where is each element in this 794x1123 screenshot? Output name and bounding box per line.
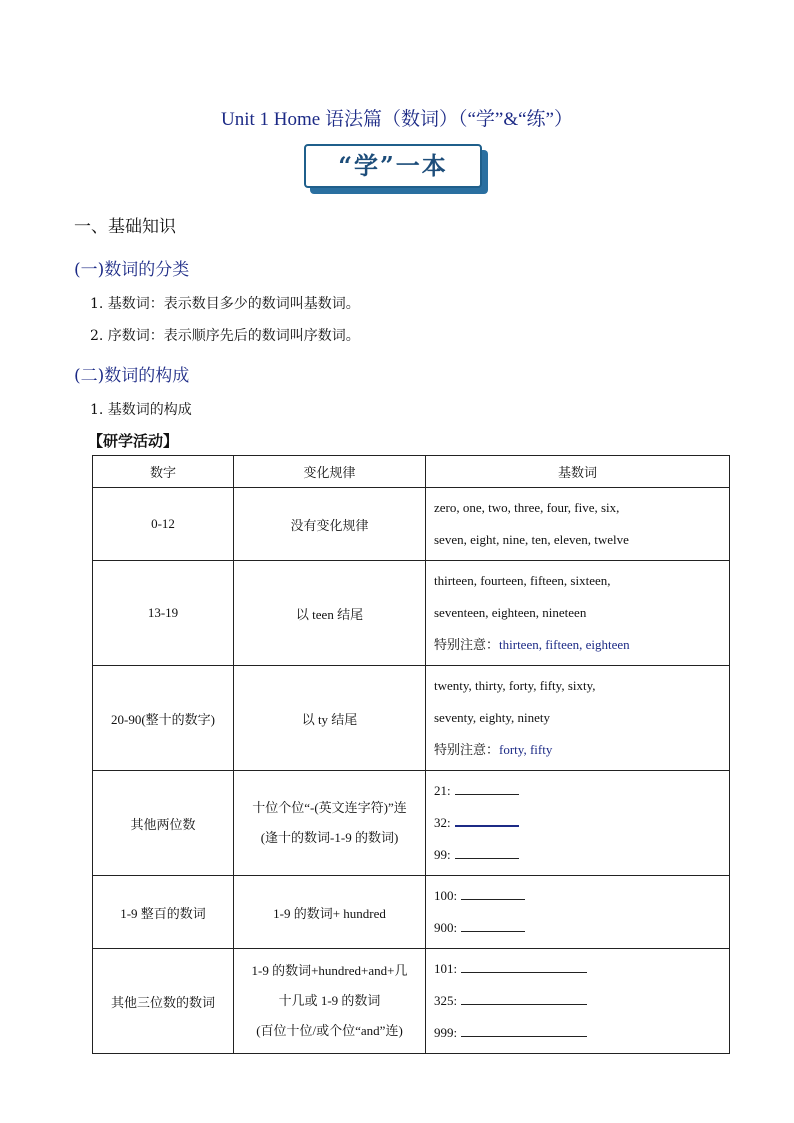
col-header: 基数词	[426, 456, 730, 488]
page-title: Unit 1 Home 语法篇（数词）（“学”&“练”）	[221, 109, 573, 130]
cell-number: 0-12	[93, 488, 234, 561]
blank-label: 100:	[434, 888, 458, 903]
answer-blank[interactable]	[455, 813, 519, 827]
section-heading: 一、基础知识	[74, 217, 176, 237]
cell-number: 其他三位数的数词	[93, 949, 234, 1054]
blank-label: 21:	[434, 783, 451, 798]
rule-line: 十几或 1-9 的数词	[278, 993, 381, 1008]
cell-words	[426, 561, 730, 666]
blank-line	[434, 839, 729, 871]
note-line	[434, 629, 729, 661]
note-line	[434, 734, 729, 766]
answer-blank[interactable]	[461, 960, 587, 973]
blank-line	[434, 1017, 729, 1049]
learn-badge	[304, 144, 490, 196]
cell-blanks	[426, 771, 730, 876]
blank-line	[434, 912, 729, 944]
cell-blanks	[426, 876, 730, 949]
rule-line: (百位十位/或个位“and”连)	[256, 1023, 403, 1038]
table-row	[93, 876, 730, 949]
cell-blanks	[426, 949, 730, 1054]
blank-label: 999:	[434, 1025, 458, 1040]
note-text: forty, fifty	[499, 742, 553, 757]
table-row	[93, 666, 730, 771]
rule-line: (逢十的数词-1-9 的数词)	[260, 830, 399, 845]
subsection-heading-2: (二)数词的构成	[74, 366, 190, 386]
cell-rule: 以 teen 结尾	[234, 561, 426, 666]
blank-label: 325:	[434, 993, 458, 1008]
blank-line	[434, 775, 729, 807]
table-row	[93, 771, 730, 876]
word-line: twenty, thirty, forty, fifty, sixty,	[434, 678, 596, 693]
cell-number: 20-90(整十的数字)	[93, 666, 234, 771]
cell-number: 1-9 整百的数词	[93, 876, 234, 949]
badge-label: “学”一本	[304, 144, 482, 188]
note-label: 特别注意：	[434, 637, 500, 652]
blank-line	[434, 807, 729, 839]
answer-blank[interactable]	[461, 992, 587, 1005]
cell-number: 其他两位数	[93, 771, 234, 876]
cell-rule: 以 ty 结尾	[234, 666, 426, 771]
blank-label: 101:	[434, 961, 458, 976]
word-line: seven, eight, nine, ten, eleven, twelve	[434, 532, 629, 547]
cell-rule	[234, 949, 426, 1054]
answer-blank[interactable]	[455, 846, 519, 859]
rule-line: 1-9 的数词+hundred+and+几	[251, 963, 408, 978]
subsection-heading-1: (一)数词的分类	[74, 260, 190, 280]
answer-blank[interactable]	[461, 887, 525, 900]
note-label: 特别注意：	[434, 742, 500, 757]
answer-blank[interactable]	[461, 1024, 587, 1037]
list-item: 2. 序数词：表示顺序先后的数词叫序数词。	[90, 328, 360, 344]
activity-label: 【研学活动】	[88, 432, 179, 450]
answer-blank[interactable]	[461, 919, 525, 932]
table-header-row	[93, 456, 730, 488]
cell-rule	[234, 771, 426, 876]
cell-rule: 1-9 的数词+ hundred	[234, 876, 426, 949]
table-row	[93, 561, 730, 666]
cell-rule: 没有变化规律	[234, 488, 426, 561]
cardinal-table	[92, 455, 730, 1054]
word-line: seventeen, eighteen, nineteen	[434, 605, 587, 620]
col-header: 数字	[93, 456, 234, 488]
blank-line	[434, 880, 729, 912]
note-text: thirteen, fifteen, eighteen	[499, 637, 630, 652]
cell-words	[426, 666, 730, 771]
cell-words	[426, 488, 730, 561]
blank-line	[434, 953, 729, 985]
list-item: 1. 基数词：表示数目多少的数词叫基数词。	[90, 296, 360, 312]
word-line: thirteen, fourteen, fifteen, sixteen,	[434, 573, 611, 588]
blank-label: 99:	[434, 847, 451, 862]
col-header: 变化规律	[234, 456, 426, 488]
table-row	[93, 949, 730, 1054]
list-item: 1. 基数词的构成	[90, 402, 192, 418]
word-line: zero, one, two, three, four, five, six,	[434, 500, 620, 515]
cell-number: 13-19	[93, 561, 234, 666]
table-row	[93, 488, 730, 561]
blank-label: 900:	[434, 920, 458, 935]
answer-blank[interactable]	[455, 782, 519, 795]
blank-label: 32:	[434, 815, 451, 830]
blank-line	[434, 985, 729, 1017]
word-line: seventy, eighty, ninety	[434, 710, 551, 725]
rule-line: 十位个位“-(英文连字符)”连	[252, 800, 407, 815]
